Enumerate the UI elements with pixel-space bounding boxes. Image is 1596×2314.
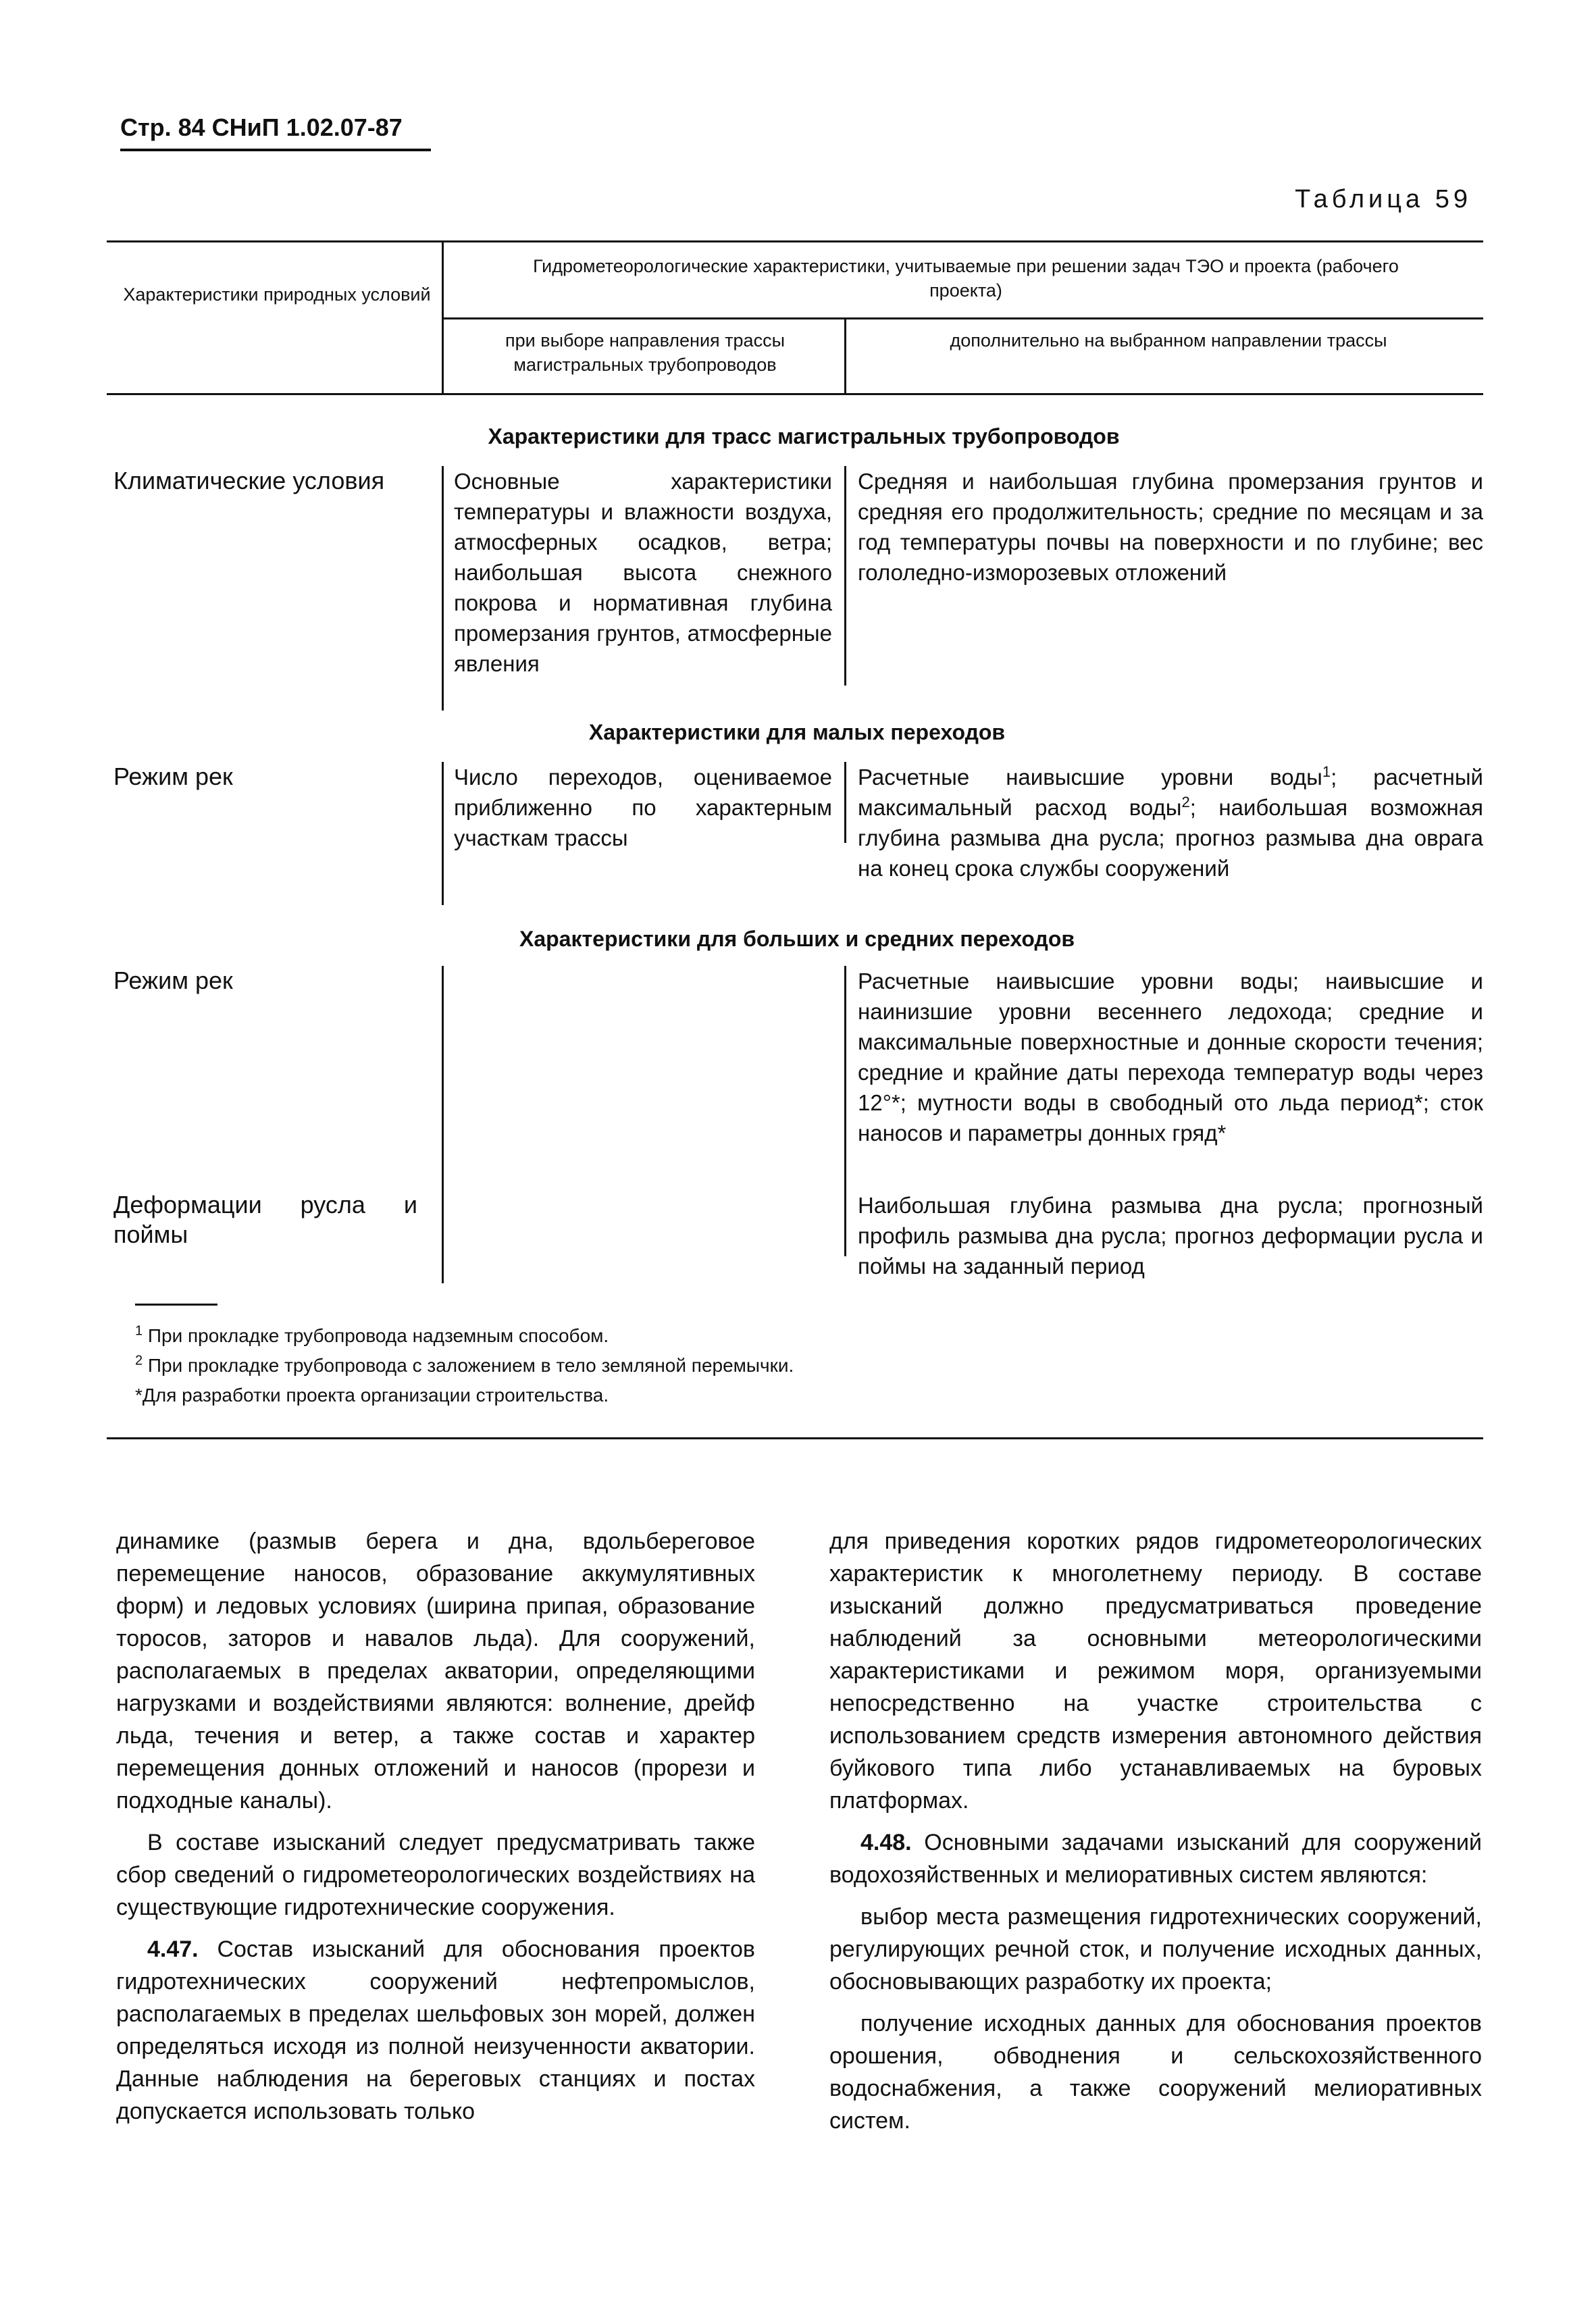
row2-divider-1 [442,762,444,905]
table-top-rule [107,240,1483,242]
section-large-crossings: Характеристики для больших и средних переходов [519,927,1075,951]
header-underline [120,149,431,151]
footnote-2: $^2$ При прокладке трубопровода с заложением в тело земляной перемычки. [135,1353,794,1376]
table-head-bottom-rule [107,393,1483,395]
head-natural-conditions: Характеристики природных условий [123,284,431,305]
paragraph-4-47: 4.47. Состав изысканий для обоснования проектов гидротехнических сооружений нефтепромыслов, располагаемых в пределах шельфовых зон морей, должен определяться исходя из полной неизученности акватории. Данные наблюдения на береговых станциях и постах допускается использовать только [116,1936,755,2124]
table-bottom-rule [107,1437,1483,1439]
table-head-divider-2 [844,317,846,394]
paragraph-right-continuation: для приведения коротких рядов гидрометеорологических характеристик к многолетнему периоду. В составе изысканий должно предусматриваться проведение наблюдений за основными метеорологическими характеристиками и режимом моря, организуемыми непосредственно на участке строительства с использованием средств измерения автономного действия буйкового типа либо устанавливаемых на буровых платформах. [829,1528,1482,1814]
table-number: Таблица 59 [1295,185,1472,213]
row2-route-text: Число переходов, оцениваемое приближенно по характерным участкам трассы [454,765,832,850]
head-selected-route: дополнительно на выбранном направлении трассы [950,330,1387,351]
footnote-1: $^1$ При прокладке трубопровода надземным способом. [135,1323,609,1346]
section-main-pipelines: Характеристики для трасс магистральных трубопроводов [488,424,1120,448]
head-hydromet-group: Гидрометеорологические характеристики, учитываемые при решении задач ТЭО и проекта (рабочего проекта) [533,256,1399,301]
row-label-deformations: Деформации русла и поймы [113,1191,417,1248]
section-small-crossings: Характеристики для малых переходов [588,720,1006,744]
paragraph-left-continuation: динамике (размыв берега и дна, вдольбереговое перемещение наносов, образование аккумулятивных форм) и ледовых условиях (ширина припая, образование торосов, заторов и навалов льда). Для сооружений, располагаемых в пределах акватории, определяющими нагрузками и воздействиями являются: волнение, дрейф льда, течения и ветер, а также состав и характер перемещения донных отложений и наносов (прорези и подходные каналы). [116,1528,755,1814]
row2-extra-text: Расчетные наивысшие уровни воды$^1$; расчетный максимальный расход воды$^2$; наибольшая возможная глубина размыва дна русла; прогноз размыва дна оврага на конец срока службы сооружений [858,763,1483,881]
row4-extra-text: Наибольшая глубина размыва дна русла; прогнозный профиль размыва дна русла; прогноз деформации русла и поймы на заданный период [858,1193,1483,1279]
body-right-column [829,1525,1482,2146]
paragraph-collection: В составе изысканий следует предусматривать также сбор сведений о гидрометеорологических воздействиях на существующие гидротехнические сооружения. [116,1830,755,1920]
row3-extra-text: Расчетные наивысшие уровни воды; наивысшие и наинизшие уровни весеннего ледохода; средние и максимальные поверхностные и донные скорости течения; средние и крайние даты перехода температур воды через 12°*; мутности воды в свободный ото льда период*; сток наносов и параметры донных гряд* [858,969,1483,1146]
list-item-site-selection: выбор места размещения гидротехнических сооружений, регулирующих речной сток, и получение исходных данных, обосновывающих разработку их проекта; [829,1904,1482,1995]
head-route-choice: при выборе направления трассы магистральных трубопроводов [505,330,785,375]
row1-extra-text: Средняя и наибольшая глубина промерзания грунтов и средняя его продолжительность; средние по месяцам и за год температуры почвы на поверхности и по глубине; вес гололедно-изморозевых отложений [858,469,1483,585]
row3-divider-2 [844,966,846,1256]
footnote-rule [135,1304,217,1306]
row2-divider-2 [844,762,846,843]
row3-divider-1 [442,966,444,1283]
table-head-mid-rule [442,317,1483,319]
footnote-star: *Для разработки проекта организации строительства. [135,1385,609,1406]
row1-divider-2 [844,466,846,686]
row1-divider-1 [442,466,444,711]
row-label-river-regime: Режим рек [113,763,233,790]
row-label-river-regime-2: Режим рек [113,967,233,994]
row1-route-text: Основные характеристики температуры и влажности воздуха, атмосферных осадков, ветра; наибольшая высота снежного покрова и нормативная глубина промерзания грунтов, атмосферные явления [454,469,832,676]
list-item-irrigation-data: получение исходных данных для обоснования проектов орошения, обводнения и сельскохозяйственного водоснабжения, а также сооружений мелиоративных систем. [829,2011,1482,2134]
paragraph-4-48: 4.48. Основными задачами изысканий для сооружений водохозяйственных и мелиоративных систем являются: [829,1830,1482,1888]
body-left-column [116,1525,755,2137]
page-reference: Стр. 84 СНиП 1.02.07-87 [120,113,403,141]
table-head-divider-1 [442,240,444,394]
row-label-climate: Климатические условия [113,467,385,494]
